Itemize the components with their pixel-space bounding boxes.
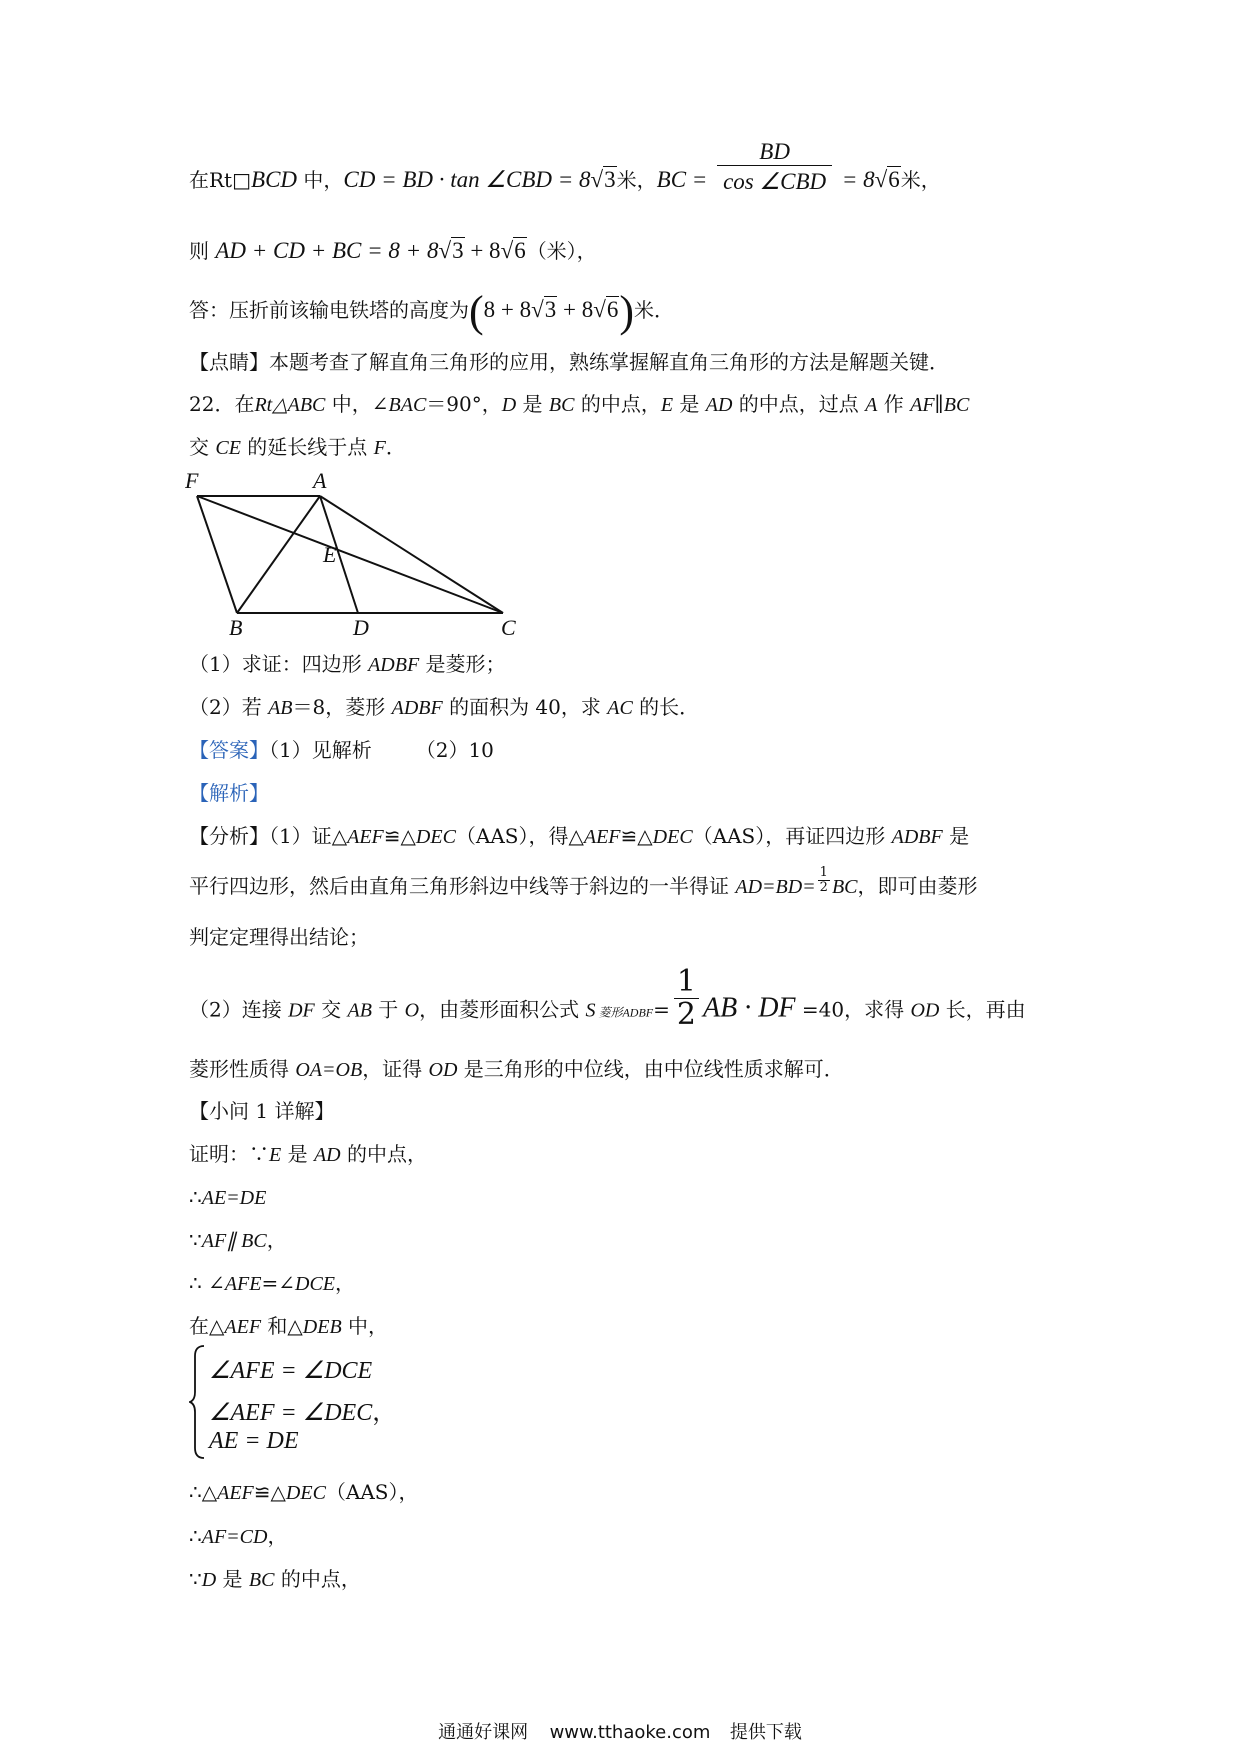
proof-line6: ∴△AEF≌△DEC（AAS）， [189, 1480, 419, 1504]
review-note: 【点睛】本题考查了解直角三角形的应用，熟练掌握解直角三角形的方法是解题关键． [189, 350, 949, 374]
proof-line7: ∴AF=CD， [189, 1524, 288, 1548]
condition-angle-2: ∠AEF = ∠DEC， [209, 1400, 397, 1426]
detail-label: 【小问 1 详解】 [189, 1099, 335, 1123]
congruence-system [189, 1342, 449, 1462]
left-brace [189, 1342, 207, 1462]
label-c: C [501, 615, 516, 638]
proof-line1: 证明：∵E 是 AD 的中点， [189, 1142, 427, 1166]
sol21-answer-line: 答：压折前该输电铁塔的高度为(8 + 8√3 + 8√6)米． [189, 287, 675, 336]
proof-line2: ∴AE=DE [189, 1185, 267, 1209]
q22-stem-line1: 22．在Rt△ABC 中，∠BAC＝90°，D 是 BC 的中点，E 是 AD 的中点，过点 A 作 AF∥BC [189, 392, 970, 416]
fenxi-line2: 平行四边形，然后由直角三角形斜边中线等于斜边的一半得证 AD=BD= $\frac{1}{2}$ BC，即可由菱形 [189, 865, 978, 898]
q22-part2: （2）若 AB＝8，菱形 ADBF 的面积为 40，求 AC 的长． [189, 695, 700, 719]
sqrt-3: √3 [590, 167, 616, 192]
page-footer [0, 1718, 1240, 1744]
segment-fc [197, 496, 503, 613]
big-half-fraction: $\frac{1}{2}$ [674, 966, 699, 1030]
question-number: 22． [189, 392, 235, 416]
sol21-line1: 在Rt□BCD 中，CD = BD · tan ∠CBD = 8√3米，BC = $\frac{BD}{\text{cos ∠CBD}}$ = 8√6米， [189, 139, 941, 194]
condition-angle-1: ∠AFE = ∠DCE [209, 1358, 373, 1384]
analysis-label: 【解析】 [189, 781, 269, 805]
review-label: 【点睛】 [189, 350, 269, 374]
proof-line8: ∵D 是 BC 的中点， [189, 1567, 361, 1591]
fenxi-line3: 判定定理得出结论； [189, 925, 369, 949]
q22-stem-line2: 交 CE 的延长线于点 F． [189, 435, 406, 459]
label-e: E [323, 542, 337, 567]
label-a: A [313, 468, 327, 493]
fraction-bd-over-cos: $\frac{BD}{\text{cos ∠CBD}}$ [717, 140, 832, 193]
sqrt-6: √6 [874, 167, 900, 192]
footer-site-name: 通通好课网 [438, 1722, 529, 1743]
label-b: B [229, 615, 243, 638]
proof-line5: 在△AEF 和△DEB 中， [189, 1314, 389, 1338]
segment-fb [197, 496, 237, 613]
q22-part1: （1）求证：四边形 ADBF 是菱形； [189, 652, 506, 676]
label-d: D [353, 615, 369, 638]
proof-line4: ∴ ∠AFE=∠DCE， [189, 1271, 356, 1295]
missing-glyph-box: □ [232, 168, 252, 192]
proof-line3: ∵AF∥ BC， [189, 1228, 287, 1252]
answer-line: 【答案】（1）见解析 （2）10 [189, 738, 494, 762]
footer-suffix: 提供下载 [729, 1722, 802, 1743]
fenxi-line5: 菱形性质得 OA=OB，证得 OD 是三角形的中位线，由中位线性质求解可． [189, 1057, 844, 1081]
fenxi-line4: （2）连接 DF 交 AB 于 O，由菱形面积公式 S 菱形ADBF= $\frac{1}{2}$ AB · DF =40，求得 OD 长，再由 [189, 964, 1026, 1032]
geometry-figure [185, 468, 525, 638]
half-fraction: $\frac{1}{2}$ [819, 865, 828, 895]
answer-label: 【答案】 [189, 738, 269, 762]
condition-side: AE = DE [209, 1428, 299, 1454]
label-f: F [185, 468, 199, 493]
fenxi-label: 【分析】 [189, 824, 269, 848]
sol21-line2: 则 AD + CD + BC = 8 + 8√3 + 8√6（米）， [189, 238, 597, 263]
segment-ab [237, 496, 320, 613]
footer-url[interactable]: www.tthaoke.com [549, 1722, 711, 1743]
fenxi-line1: 【分析】（1）证△AEF≌△DEC（AAS），得△AEF≌△DEC（AAS），再证四边形 ADBF 是 [189, 824, 970, 848]
